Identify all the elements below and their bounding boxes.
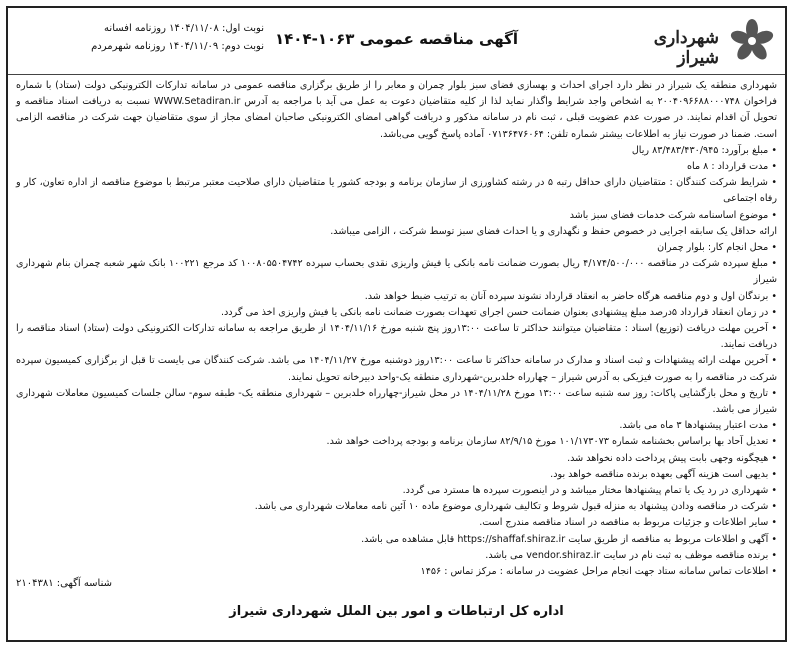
- notice-title: آگهی مناقصه عمومی ۱۰۶۳-۱۴۰۴: [274, 30, 518, 48]
- publication-second: نوبت دوم: ۱۴۰۴/۱۱/۰۹ روزنامه شهرمردم: [91, 41, 264, 52]
- publication-first: نوبت اول: ۱۴۰۴/۱۱/۰۸ روزنامه افسانه: [104, 23, 264, 34]
- paragraph: • محل انجام کار: بلوار چمران: [657, 242, 777, 254]
- paragraph: • تعدیل آحاد بها براساس بخشنامه شماره ۱۰۱/۱۷۳۰۷۳ مورخ ۸۲/۹/۱۵ سازمان برنامه و بودجه پرداخت خواهد شد.: [326, 436, 777, 448]
- paragraph: • مدت قرارداد : ۸ ماه: [687, 161, 777, 173]
- paragraph: شهرداری منطقه یک شیراز در نظر دارد اجرای احداث و بهسازی فضای سبز بلوار چمران و معابر را از طریق برگزاری مناقصه عمومی در سامانه تدارکات الکترونیکی دولت (ستاد) با شماره فراخوان ۲۰۰۴۰۹۶۶۸۸۰۰۰۷۴۸ به اشخاص واجد شرایط واگذار نماید لذا از کلیه متقاضیان دعوت به عمل می آید با مراجعه به آدرس WWW.Setadiran.ir نسبت به دریافت اسناد مناقصه و تحویل آن اقدام نمایند. در صورت عدم عضویت قبلی ، ثبت نام در سامانه مذکور و دریافت گواهی امضای الکترونیکی صاحبان امضای مجاز از سوی متقاضیان جهت شرکت در مناقصه الزامی است. ضمنا در صورت نیاز به اطلاعات بیشتر شماره تلفن: ۰۷۱۳۶۴۷۶۰۶۴ آماده پاسخ گویی می‌باشد.: [16, 80, 777, 140]
- paragraph: • شهرداری در رد یک یا تمام پیشنهادها مختار میباشد و در اینصورت سپرده ها مسترد می گردد.: [402, 485, 777, 497]
- publication-dates: [14, 20, 264, 56]
- notice-body: [16, 78, 777, 580]
- paragraph: • برندگان اول و دوم مناقصه هرگاه حاضر به انعقاد قرارداد نشوند سپرده آنان به ترتیب ضبط خواهد شد.: [364, 290, 777, 302]
- paragraph: • شرکت در مناقصه ودادن پیشنهاد به منزله قبول شروط و تکالیف شهرداری موضوع ماده ۱۰ آئین نامه معاملات شهرداری می باشد.: [254, 501, 777, 513]
- paragraph: • شرایط شرکت کنندگان : متقاضیان دارای حداقل رتبه ۵ در رشته کشاورزی از سازمان برنامه و بودجه کشور یا متقاضیان دارای صلاحیت معتبر مرتبط با موضوع مناقصه از اداره تعاون، کار و رفاه اجتماعی: [16, 177, 778, 205]
- ad-id: شناسه آگهی: ۲۱۰۴۳۸۱: [16, 578, 113, 589]
- paragraph: • آگهی و اطلاعات مربوط به مناقصه از طریق سایت https://shaffaf.shiraz.ir قابل مشاهده می باشد.: [361, 533, 777, 545]
- logo-text: شهرداری شیراز: [653, 28, 719, 68]
- paragraph: • مبلغ سپرده شرکت در مناقصه ۴/۱۷۴/۵۰۰/۰۰۰ ریال بصورت ضمانت نامه بانکی یا فیش واریزی نقدی بحساب سپرده ۱۰۰۸۰۵۵۰۴۷۴۲ کد مرجع ۱۰۰۲۲۱ بانک شهر شعبه چمران بنام شهرداری شیراز: [16, 258, 777, 286]
- paragraph: • هیچگونه وجهی بابت پیش پرداخت داده نخواهد شد.: [567, 452, 777, 464]
- paragraph: • تاریخ و محل بازگشایی پاکات: روز سه شنبه ساعت ۱۳:۰۰ مورخ ۱۴۰۴/۱۱/۲۸ در محل شیراز-چهارراه خلدبرین – شهرداری منطقه یک- طبقه سوم- سالن جلسات کمیسیون معاملات شهرداری شیراز می باشد.: [16, 387, 777, 416]
- paragraph: • اطلاعات تماس سامانه ستاد جهت انجام مراحل عضویت در سامانه : مرکز تماس : ۱۴۵۶: [420, 566, 777, 578]
- signature: اداره کل ارتباطات و امور بین الملل شهرداری شیراز: [229, 604, 564, 619]
- paragraph: • سایر اطلاعات و جزئیات مربوط به مناقصه در اسناد مناقصه مندرج است.: [479, 517, 777, 529]
- notice-header: [8, 8, 785, 75]
- paragraph: • در زمان انعقاد قرارداد ۵درصد مبلغ پیشنهادی بعنوان ضمانت حسن اجرای تعهدات بصورت ضمانت نامه بانکی یا فیش واریزی اخذ می گردد.: [220, 306, 777, 318]
- paragraph: • آخرین مهلت دریافت (توزیع) اسناد : متقاضیان میتوانند حداکثر تا ساعت ۱۳:۰۰روز پنج شنبه مورخ ۱۴۰۴/۱۱/۱۶ از طریق مراجعه به سامانه تدارکات الکترونیکی دولت (ستاد) اسناد مناقصه را دریافت نمایند.: [16, 323, 777, 351]
- paragraph: • مدت اعتبار پیشنهادها ۳ ماه می باشد.: [619, 420, 777, 432]
- paragraph: ارائه حداقل یک سابقه اجرایی در خصوص حفظ و نگهداری و یا احداث فضای سبز توسط شرکت ، الزامی میباشد.: [330, 225, 777, 237]
- notice-footer: [8, 578, 785, 626]
- paragraph: • موضوع اساسنامه شرکت خدمات فضای سبز باشد: [569, 209, 777, 221]
- paragraph: • آخرین مهلت ارائه پیشنهادات و ثبت اسناد و مدارک در سامانه حداکثر تا ساعت ۱۳:۰۰روز دوشنبه مورخ ۱۴۰۴/۱۱/۲۷ می باشد. شرکت کنندگان می بایست تا قبل از برگزاری کمیسیون سپرده شرکت در مناقصه را به صورت فیزیکی به آدرس شیراز – چهارراه خلدبرین-شهرداری منطقه یک-واحد دبیرخانه تحویل نمایند.: [16, 355, 777, 383]
- tender-notice: [6, 6, 787, 642]
- paragraph: • بدیهی است هزینه آگهی بعهده برنده مناقصه خواهد بود.: [550, 468, 777, 480]
- paragraph: • برنده مناقصه موظف به ثبت نام در سایت vendor.shiraz.ir می باشد.: [485, 549, 777, 561]
- paragraph: • مبلغ برآورد: ۸۳/۴۸۳/۴۳۰/۹۴۵ ریال: [631, 144, 777, 156]
